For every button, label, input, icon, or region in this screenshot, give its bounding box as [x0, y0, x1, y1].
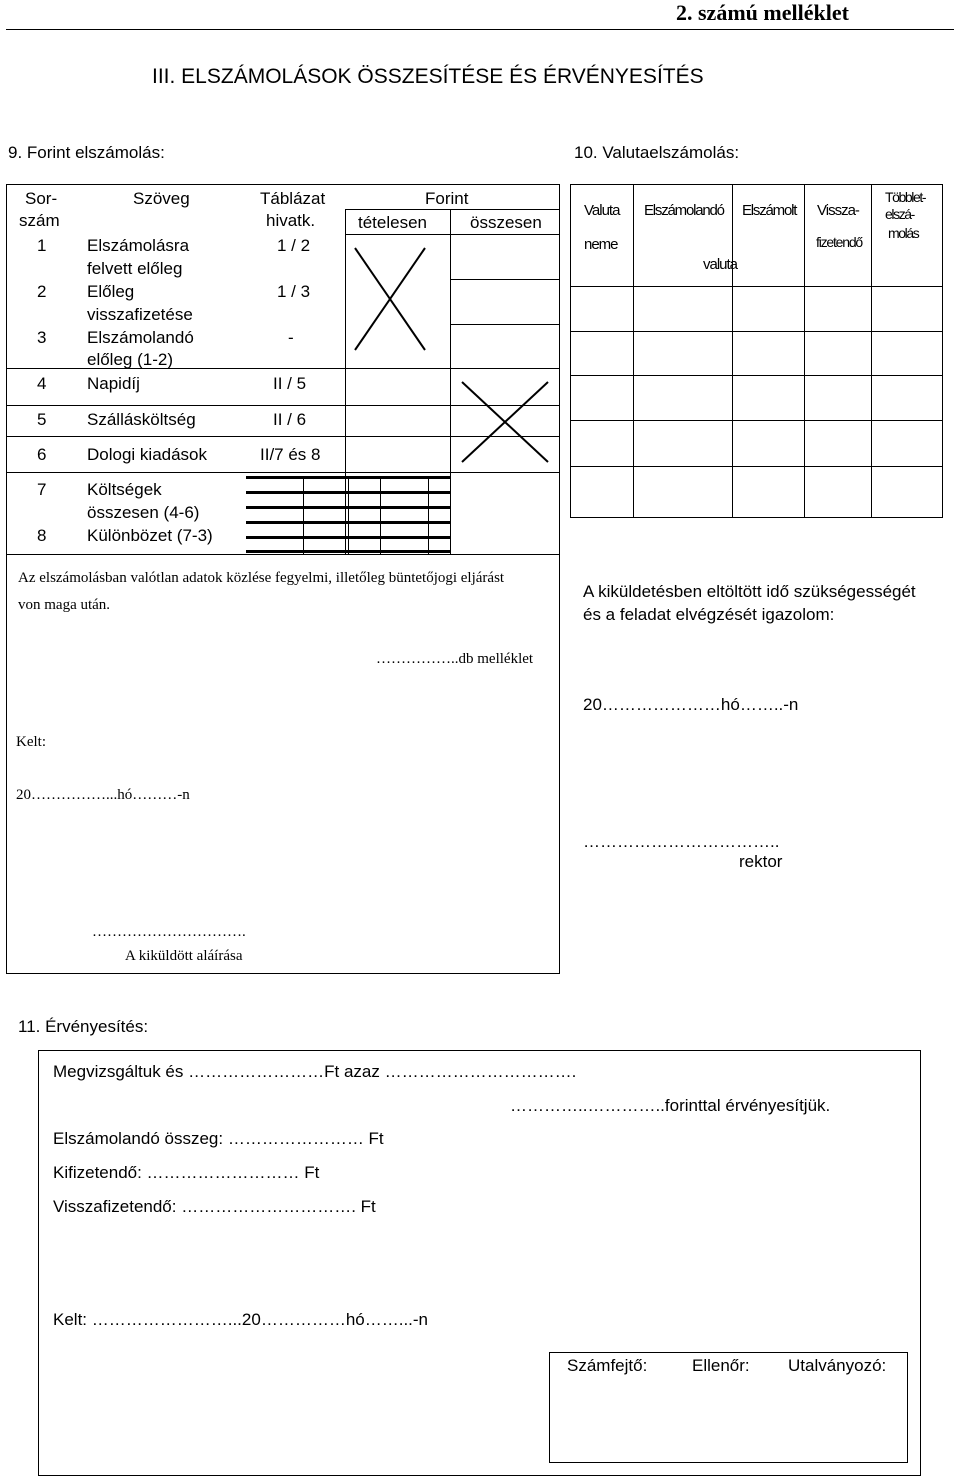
certify-date: 20…………………hó……..-n	[583, 695, 799, 714]
row-ref: II/7 és 8	[260, 445, 321, 464]
currency-col-divider	[871, 184, 872, 518]
row-label: Napidíj	[87, 374, 140, 393]
date-line: 20……………...hó………-n	[16, 787, 190, 803]
certify-text: A kiküldetésben eltöltött idő szükségességét	[583, 582, 916, 601]
attachments-count: ……………..db melléklet	[376, 651, 534, 667]
certify-text-2: és a feladat elvégzését igazolom:	[583, 605, 835, 624]
row-label: Költségek	[87, 480, 162, 499]
warning-text: Az elszámolásban valótlan adatok közlése fegyelmi, illetőleg büntetőjogi eljárást	[18, 570, 505, 586]
col-text: Szöveg	[133, 189, 190, 208]
row-ref: II / 6	[273, 410, 307, 429]
currency-col-surplus-2: elszá-	[885, 206, 914, 222]
currency-col-divider	[633, 184, 634, 518]
currency-col-divider	[804, 184, 805, 518]
col-table-ref: Táblázat	[260, 189, 326, 208]
row-number: 3	[37, 328, 47, 347]
row-ref: 1 / 2	[277, 236, 311, 255]
row-label: Előleg	[87, 282, 135, 301]
row-label: Elszámolásra	[87, 236, 190, 255]
currency-col-repay: Vissza-	[817, 202, 859, 219]
currency-row-line	[570, 375, 943, 376]
row-number: 1	[37, 236, 47, 255]
currency-col-surplus: Többlet-	[885, 189, 926, 205]
validation-date: Kelt: ……………………...20……………hó……...-n	[53, 1310, 429, 1329]
validation-line: Megvizsgáltuk és ……………………Ft azaz …………………………….	[53, 1062, 577, 1081]
col-table-ref-2: hivatk.	[266, 211, 316, 230]
amount-repayable: Visszafizetendő: …………………………. Ft	[53, 1197, 376, 1216]
currency-col-divider	[732, 184, 733, 518]
signature-label: A kiküldött aláírása	[125, 948, 243, 964]
currency-col-currency: Valuta	[584, 202, 620, 219]
forint-section-title: 9. Forint elszámolás:	[8, 143, 165, 162]
annex-label: 2. számú melléklet	[676, 0, 849, 25]
approver-label: Utalványozó:	[788, 1356, 887, 1375]
currency-row-line	[570, 420, 943, 421]
amount-to-settle: Elszámolandó összeg: …………………… Ft	[53, 1129, 384, 1148]
thick-grid-divider	[303, 476, 304, 554]
thick-grid-divider	[428, 476, 429, 554]
row-number: 4	[37, 374, 47, 393]
date-label: Kelt:	[16, 734, 46, 750]
currency-row-line	[570, 286, 943, 287]
row-number: 6	[37, 445, 47, 464]
col-serial-2: szám	[19, 211, 60, 230]
row-number: 5	[37, 410, 47, 429]
row-ref: II / 5	[273, 374, 307, 393]
row-number: 8	[37, 526, 47, 545]
col-itemized: tételesen	[358, 213, 427, 232]
currency-section-title: 10. Valutaelszámolás:	[574, 143, 740, 162]
currency-sub-label: valuta	[703, 256, 738, 273]
currency-col-currency-2: neme	[584, 236, 618, 253]
rector-label: rektor	[739, 852, 783, 871]
currency-row-line	[570, 466, 943, 467]
warning-text-2: von maga után.	[18, 597, 111, 613]
row-label: Különbözet (7-3)	[87, 526, 213, 545]
validation-title: 11. Érvényesítés:	[18, 1017, 149, 1036]
validation-line: …………..…………..forinttal érvényesítjük.	[510, 1096, 831, 1115]
currency-row-line	[570, 331, 943, 332]
col-serial: Sor-	[25, 189, 58, 208]
row-number: 7	[37, 480, 47, 499]
amount-payable: Kifizetendő: ……………………… Ft	[53, 1163, 320, 1182]
currency-col-surplus-3: molás	[888, 225, 919, 241]
col-forint: Forint	[425, 189, 469, 208]
currency-col-repay-2: fizetendő	[816, 234, 863, 250]
currency-col-to-settle: Elszámolandó	[644, 202, 724, 219]
rector-signature-dots: ……………………………..	[583, 832, 780, 851]
row-label: Dologi kiadások	[87, 445, 208, 464]
col-total: összesen	[470, 213, 542, 232]
row-label-2: összesen (4-6)	[87, 503, 200, 522]
row-label: Elszámolandó	[87, 328, 194, 347]
calculator-label: Számfejtő:	[567, 1356, 648, 1375]
checker-label: Ellenőr:	[692, 1356, 750, 1375]
row-ref: -	[288, 328, 294, 347]
signature-dots: ………………………….	[92, 924, 246, 940]
thick-grid-divider	[380, 476, 381, 554]
section-title: III. ELSZÁMOLÁSOK ÖSSZESÍTÉSE ÉS ÉRVÉNYESÍTÉS	[152, 65, 704, 88]
row-label: Szállásköltség	[87, 410, 196, 429]
row-label-2: előleg (1-2)	[87, 350, 173, 369]
thick-grid-divider	[348, 476, 349, 554]
row-number: 2	[37, 282, 47, 301]
row-ref: 1 / 3	[277, 282, 311, 301]
row-label-2: visszafizetése	[87, 305, 193, 324]
row-label-2: felvett előleg	[87, 259, 183, 278]
currency-col-settled: Elszámolt	[742, 202, 797, 219]
